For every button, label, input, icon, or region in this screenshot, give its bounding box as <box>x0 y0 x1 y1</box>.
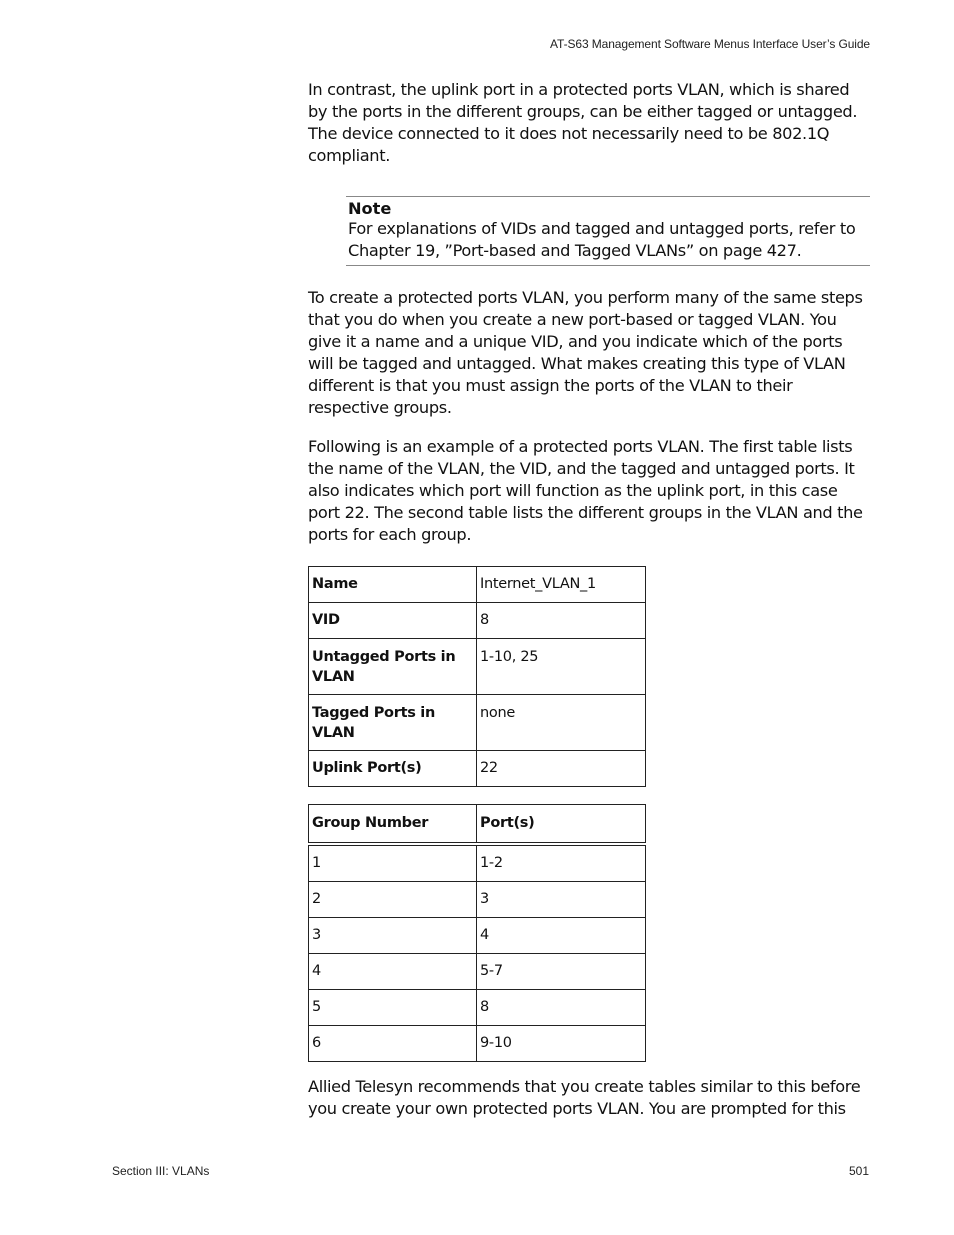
ports-cell: 1-2 <box>477 844 646 882</box>
table-row <box>309 567 646 603</box>
ports-cell: 5-7 <box>477 954 646 990</box>
paragraph-example: Following is an example of a protected ports VLAN. The first table lists the name of the VLAN, the VID, and the tagged and untagged ports. It also indicates which port will function as the uplink port, in this case port 22. The second table lists the different groups in the VLAN and the ports for each group. <box>308 437 863 544</box>
note-box <box>346 196 870 266</box>
vlan-value-cell: none <box>477 695 646 751</box>
ports-cell: 4 <box>477 918 646 954</box>
group-number-cell: 4 <box>309 954 477 990</box>
vlan-value-cell: Internet_VLAN_1 <box>477 567 646 603</box>
vlan-label-cell: VID <box>309 603 477 639</box>
group-table <box>308 804 646 1062</box>
vlan-table <box>308 566 646 787</box>
column-header: Port(s) <box>477 805 646 845</box>
vlan-value-cell: 8 <box>477 603 646 639</box>
table-row <box>309 751 646 787</box>
paragraph-recommendation: Allied Telesyn recommends that you create tables similar to this before you create your own protected ports VLAN. You are prompted for this <box>308 1077 861 1118</box>
ports-cell: 8 <box>477 990 646 1026</box>
running-header: AT-S63 Management Software Menus Interface User’s Guide <box>550 37 870 51</box>
table-row <box>309 954 646 990</box>
vlan-label-cell: Untagged Ports in VLAN <box>309 639 477 695</box>
vlan-label-cell: Name <box>309 567 477 603</box>
column-header: Group Number <box>309 805 477 845</box>
vlan-label-cell: Tagged Ports in VLAN <box>309 695 477 751</box>
page-number: 501 <box>848 1164 869 1178</box>
table-row <box>309 990 646 1026</box>
ports-cell: 3 <box>477 882 646 918</box>
paragraph-create: To create a protected ports VLAN, you perform many of the same steps that you do when you create a new port-based or tagged VLAN. You give it a name and a unique VID, and you indicate which of the ports will be tagged and untagged. What makes creating this type of VLAN different is that you must assign the ports of the VLAN to their respective groups. <box>308 288 863 417</box>
note-text: For explanations of VIDs and tagged and untagged ports, refer to Chapter 19, ”Port-based and Tagged VLANs” on page 427. <box>348 219 856 260</box>
note-title: Note <box>348 199 392 218</box>
table-row <box>309 603 646 639</box>
table-row <box>309 882 646 918</box>
paragraph-uplink: In contrast, the uplink port in a protected ports VLAN, which is shared by the ports in the different groups, can be either tagged or untagged. The device connected to it does not necessarily need to be 802.1Q compliant. <box>308 80 858 165</box>
vlan-value-cell: 1-10, 25 <box>477 639 646 695</box>
table-row <box>309 695 646 751</box>
table-row <box>309 918 646 954</box>
group-number-cell: 1 <box>309 844 477 882</box>
table-row <box>309 1026 646 1062</box>
footer-section: Section III: VLANs <box>112 1164 210 1178</box>
vlan-label-cell: Uplink Port(s) <box>309 751 477 787</box>
table-row <box>309 844 646 882</box>
ports-cell: 9-10 <box>477 1026 646 1062</box>
table-row <box>309 639 646 695</box>
vlan-value-cell: 22 <box>477 751 646 787</box>
group-number-cell: 5 <box>309 990 477 1026</box>
table-header-row <box>309 805 646 845</box>
group-number-cell: 2 <box>309 882 477 918</box>
group-number-cell: 6 <box>309 1026 477 1062</box>
group-number-cell: 3 <box>309 918 477 954</box>
